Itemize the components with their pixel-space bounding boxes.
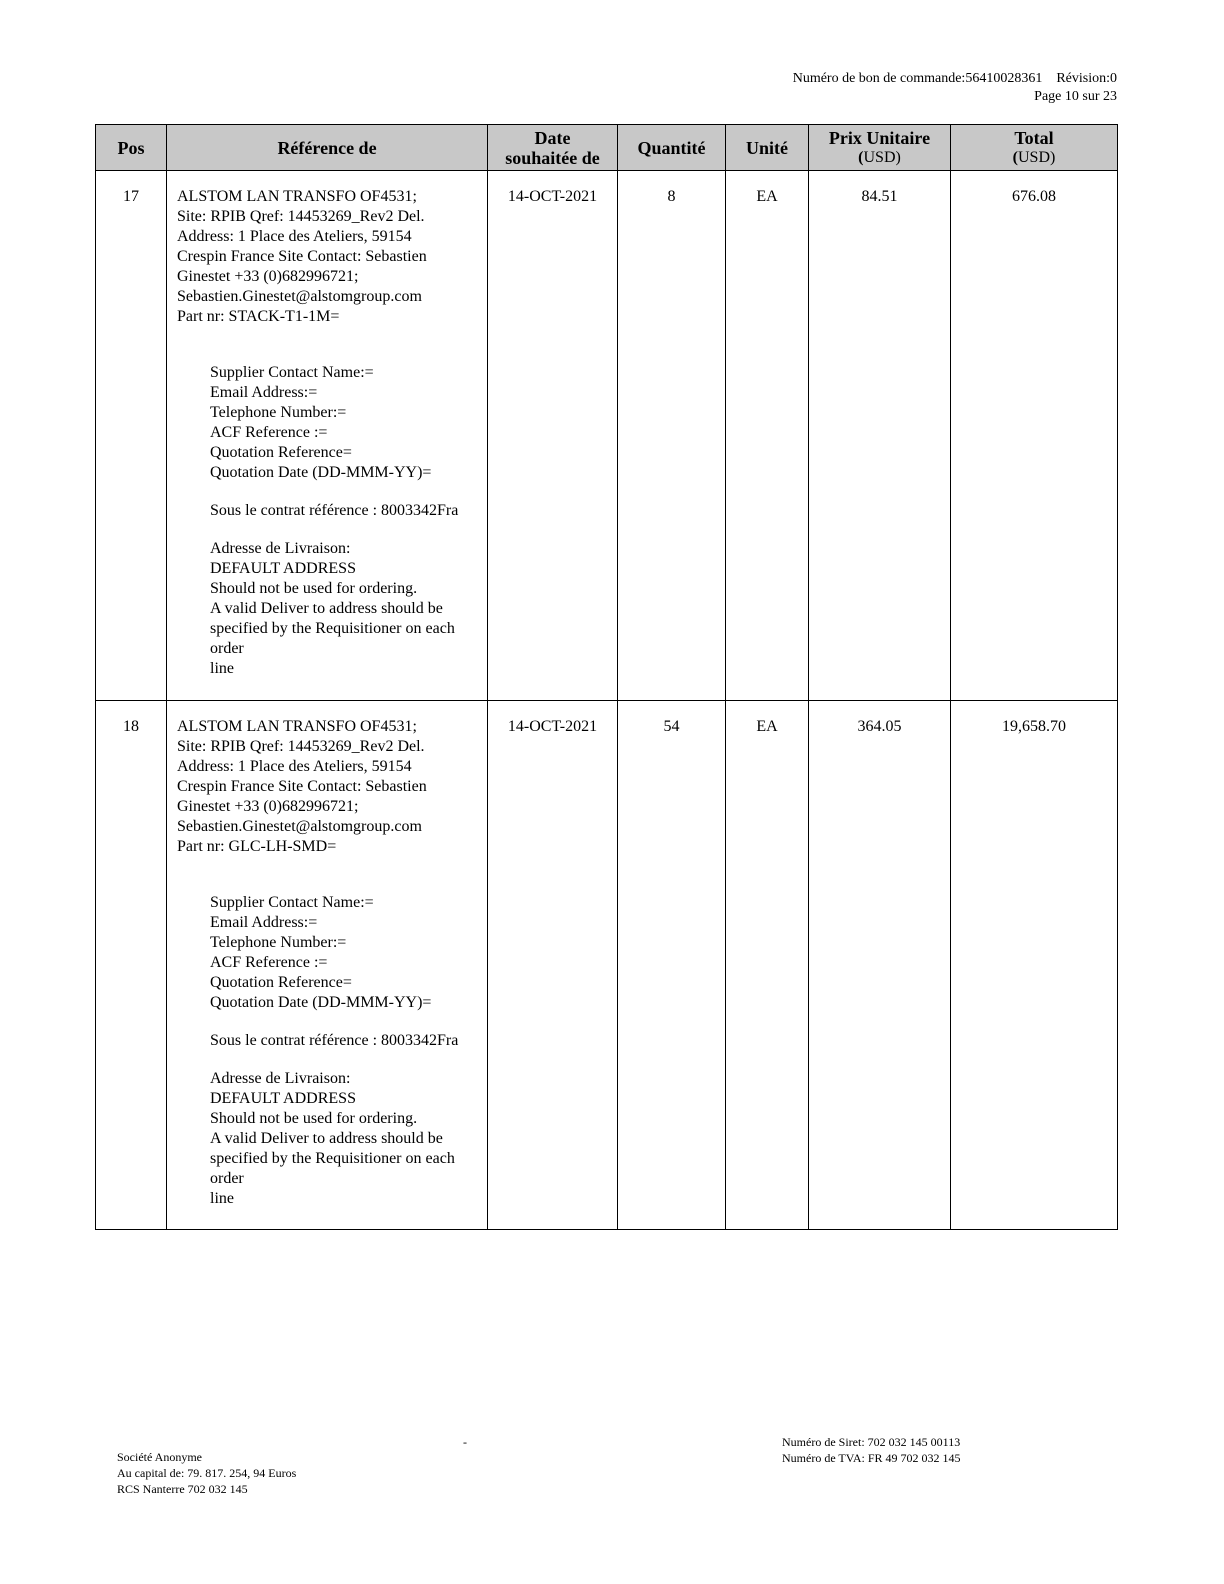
table-row [96, 701, 1118, 1230]
footer-company-info [117, 1449, 296, 1497]
page-header [793, 70, 1117, 106]
row-desc-main: ALSTOM LAN TRANSFO OF4531; Site: RPIB Qref: 14453269_Rev2 Del. Address: 1 Place des Ateliers, 59154 Crespin France Site Contact: Sebastien Ginestet +33 (0)682996721; Sebastien.Ginestet@alstomgroup.com Part nr: STACK-T1-1M= [177, 188, 427, 325]
order-lines-table [95, 124, 1118, 1230]
footer-separator: - [463, 1435, 467, 1449]
col-pos: Pos [96, 125, 167, 171]
row-desc-contract: Sous le contrat référence : 8003342Fra [210, 1032, 459, 1049]
col-date-line1: Date [534, 127, 571, 148]
row-price: 364.05 [809, 701, 951, 1230]
row-date: 14-OCT-2021 [488, 701, 618, 1230]
col-price [809, 125, 951, 171]
col-date-line2: souhaitée de [505, 147, 600, 168]
row-unit: EA [726, 701, 809, 1230]
footer-tva: Numéro de TVA: FR 49 702 032 145 [782, 1451, 961, 1465]
row-date: 14-OCT-2021 [488, 171, 618, 701]
row-quantity: 8 [618, 171, 726, 701]
col-total [951, 125, 1118, 171]
row-quantity: 54 [618, 701, 726, 1230]
row-desc-delivery: Adresse de Livraison: DEFAULT ADDRESS Should not be used for ordering. A valid Deliver to address should be specified by the Requisitioner on each order line [210, 1070, 455, 1207]
footer-capital: Au capital de: 79. 817. 254, 94 Euros [117, 1466, 297, 1480]
footer-siret: Numéro de Siret: 702 032 145 00113 [782, 1435, 961, 1449]
footer-company-type: Société Anonyme [117, 1450, 202, 1464]
row-pos: 18 [96, 701, 167, 1230]
col-quantity: Quantité [618, 125, 726, 171]
col-total-currency: (USD) [1012, 148, 1056, 166]
revision: Révision:0 [1056, 71, 1117, 86]
row-desc-main: ALSTOM LAN TRANSFO OF4531; Site: RPIB Qref: 14453269_Rev2 Del. Address: 1 Place des Ateliers, 59154 Crespin France Site Contact: Sebastien Ginestet +33 (0)682996721; Sebastien.Ginestet@alstomgroup.com Part nr: GLC-LH-SMD= [177, 718, 427, 855]
col-date [488, 125, 618, 171]
footer-registration [782, 1434, 961, 1466]
row-total: 19,658.70 [951, 701, 1118, 1230]
row-desc-fields: Supplier Contact Name:= Email Address:= Telephone Number:= ACF Reference := Quotation Reference= Quotation Date (DD-MMM-YY)= [210, 364, 432, 481]
footer-rcs: RCS Nanterre 702 032 145 [117, 1482, 248, 1496]
po-number-line [793, 70, 1117, 88]
row-total: 676.08 [951, 171, 1118, 701]
page-number: Page 10 sur 23 [1034, 89, 1117, 104]
row-pos: 17 [96, 171, 167, 701]
row-desc-delivery: Adresse de Livraison: DEFAULT ADDRESS Should not be used for ordering. A valid Deliver to address should be specified by the Requisitioner on each order line [210, 540, 455, 677]
col-unit: Unité [726, 125, 809, 171]
row-desc-contract: Sous le contrat référence : 8003342Fra [210, 502, 459, 519]
row-description [167, 171, 488, 701]
col-price-currency: (USD) [858, 148, 901, 166]
col-reference: Référence de [167, 125, 488, 171]
row-desc-fields: Supplier Contact Name:= Email Address:= Telephone Number:= ACF Reference := Quotation Reference= Quotation Date (DD-MMM-YY)= [210, 894, 432, 1011]
col-price-label: Prix Unitaire [828, 127, 931, 148]
row-description [167, 701, 488, 1230]
row-unit: EA [726, 171, 809, 701]
row-price: 84.51 [809, 171, 951, 701]
table-row [96, 171, 1118, 701]
po-number: Numéro de bon de commande:56410028361 [792, 71, 1043, 86]
table-header-row [96, 125, 1118, 171]
col-total-label: Total [1014, 127, 1054, 148]
